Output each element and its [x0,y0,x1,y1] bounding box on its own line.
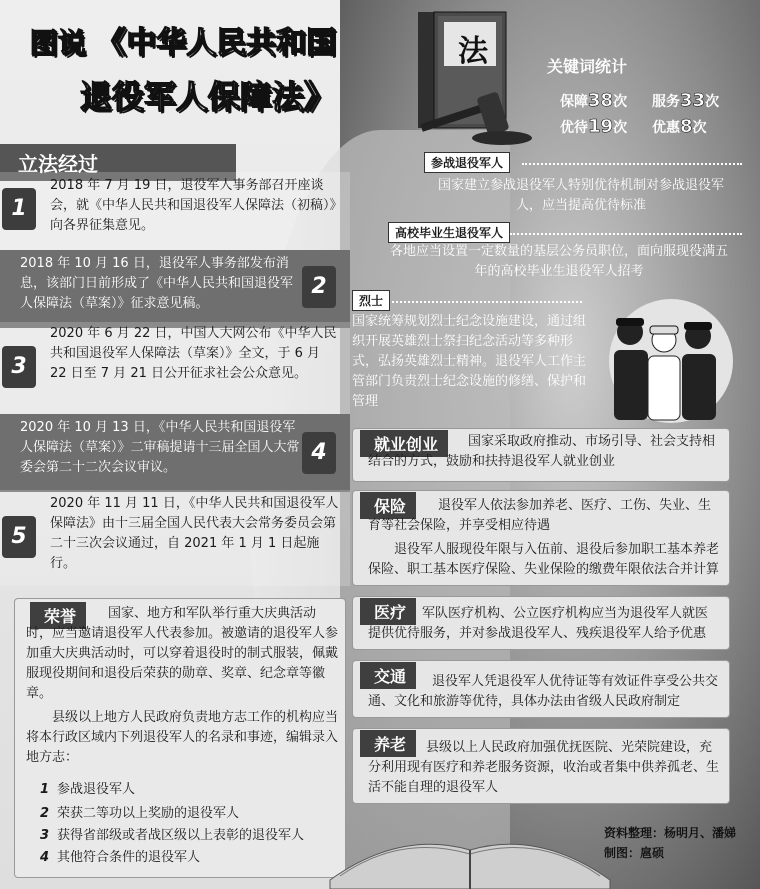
honor-paragraph-1: 国家、地方和军队举行重大庆典活动时，应当邀请退役军人代表参加。被邀请的退役军人参加重大庆典活动时，可以穿着退役时的制式服装，佩戴服现役期间和退役后荣获的勋章、奖章、纪念章等徽章。 [26,606,339,701]
topic-text: 军队医疗机构、公立医疗机构应当为退役军人就医提供优待服务，并对参战退役军人、残疾退役军人给予优惠 [368,606,709,641]
keyword-stat: 服务33次 [652,90,720,111]
topic-text: 退役军人凭退役军人优待证等有效证件享受公共交通、文化和旅游等优待，具体办法由省级人民政府制定 [368,674,719,709]
honor-heading: 荣誉 [30,602,86,629]
group-tag: 烈士 [352,290,390,311]
gavel-icon [412,88,542,148]
step-number: 4 [302,432,336,474]
topic-text: 退役军人依法参加养老、医疗、工伤、失业、生育等社会保险，并享受相应待遇 [368,498,712,533]
credit-sources: 资料整理：杨明月、潘娣 [604,826,737,840]
soldiers-saluting-icon [586,296,756,426]
group-text: 各地应当设置一定数量的基层公务员职位，面向服现役满五年的高校毕业生退役军人招考 [389,244,728,279]
keyword-stat: 优惠8次 [652,116,707,137]
keyword-stat: 保障38次 [560,90,628,111]
history-step-text: 2018 年 7 月 19 日，退役军人事务部召开座谈会，就《中华人民共和国退役军人保障法（初稿）》向各界征集意见。 [50,178,337,233]
step-number: 3 [2,346,36,388]
tag-dotted-line [522,163,742,165]
group-tag: 参战退役军人 [424,152,510,173]
history-step-text: 2018 年 10 月 16 日，退役军人事务部发布消息，该部门日前形成了《中华人民共和国退役军人保障法（草案）》征求意见稿。 [20,256,294,311]
topic-heading: 交通 [360,662,416,689]
tag-dotted-line [510,233,742,235]
tag-dotted-line [392,301,582,303]
honor-paragraph-2: 县级以上地方人民政府负责地方志工作的机构应当将本行政区域内下列退役军人的名录和事迹，编辑录入地方志： [26,710,339,765]
honor-list-item: 4 其他符合条件的退役军人 [40,850,201,865]
topic-heading: 保险 [360,492,416,519]
history-heading: 立法经过 [0,144,236,181]
group-text: 国家建立参战退役军人特别优待机制对参战退役军人，应当提高优待标准 [437,178,724,213]
honor-list-item: 2 荣获二等功以上奖励的退役军人 [40,806,240,821]
title-lead: 图说 [30,27,87,60]
group-tag: 高校毕业生退役军人 [388,222,510,243]
topic-heading: 养老 [360,730,416,757]
topic-text: 国家采取政府推动、市场引导、社会支持相结合的方式，鼓励和扶持退役军人就业创业 [368,434,716,469]
topic-text: 县级以上人民政府加强优抚医院、光荣院建设，充分利用现有医疗和养老服务资源，收治或者集中供养孤老、生活不能自理的退役军人 [368,740,720,795]
group-text: 国家统筹规划烈士纪念设施建设，通过组织开展英雄烈士祭扫纪念活动等多种形式，弘扬英雄烈士精神。退役军人工作主管部门负责烈士纪念设施的修缮、保护和管理 [352,314,587,409]
book-label: 法 [458,34,488,69]
history-step-text: 2020 年 6 月 22 日，中国人大网公布《中华人民共和国退役军人保障法（草案）》全文，于 6 月 22 日至 7 月 21 日公开征求社会公众意见。 [50,326,337,381]
history-step-text: 2020 年 10 月 13 日，《中华人民共和国退役军人保障法（草案）》二审稿提请十三届全国人大常委会第二十二次会议审议。 [20,420,300,475]
open-book-icon [320,800,620,889]
topic-heading: 就业创业 [360,430,448,457]
title-law-name-1: 《中华人民共和国 [96,26,337,61]
step-number: 2 [302,266,336,308]
topic-heading: 医疗 [360,598,416,625]
title-line-2: 退役军人保障法》 [80,78,337,116]
honor-list-item: 3 获得省部级或者战区级以上表彰的退役军人 [40,828,305,843]
step-number: 5 [2,516,36,558]
keyword-stats-title: 关键词统计 [547,57,628,76]
history-step-text: 2020 年 11 月 11 日，《中华人民共和国退役军人保障法》由十三届全国人民代表大会常务委员会第二十三次会议通过，自 2021 年 1 月 1 日起施行。 [50,496,339,571]
honor-list-item: 1 参战退役军人 [40,782,136,797]
credit-designer: 制图：扈硕 [604,846,665,860]
title-line-1 [30,18,336,62]
step-number: 1 [2,188,36,230]
topic-text-2: 退役军人服现役年限与入伍前、退役后参加职工基本养老保险、职工基本医疗保险、失业保险的缴费年限依法合并计算 [368,542,720,577]
keyword-stat: 优待19次 [560,116,628,137]
